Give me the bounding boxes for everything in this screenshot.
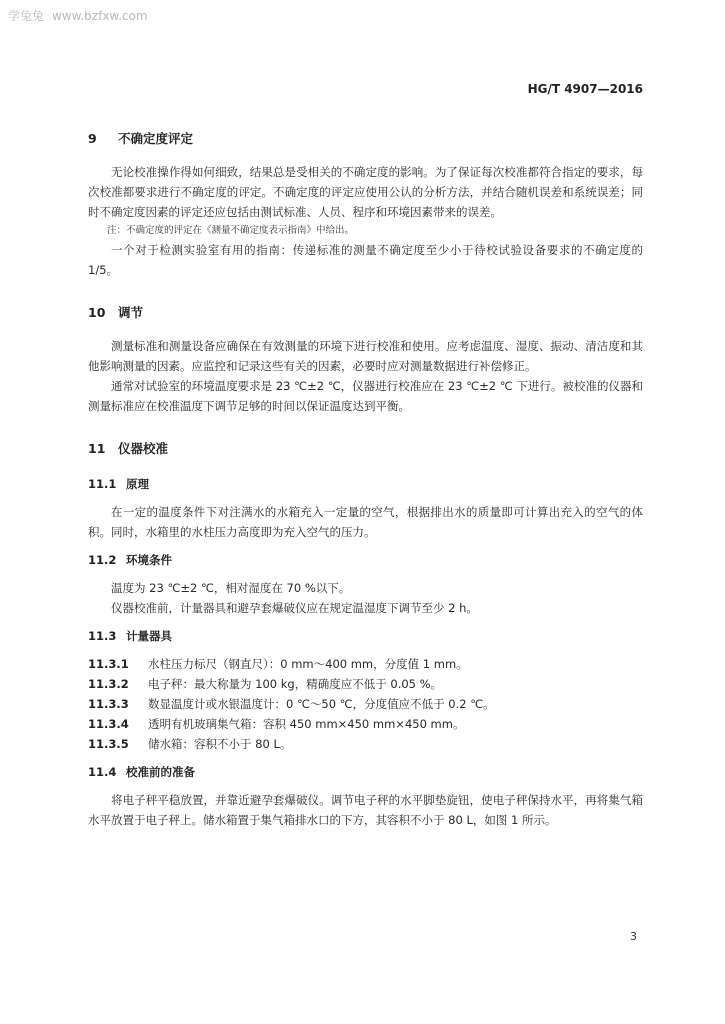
list-item — [88, 734, 643, 754]
standard-number: HG/T 4907—2016 — [527, 82, 643, 96]
item-number: 11.3.5 — [88, 737, 129, 751]
subsection-title: 计量器具 — [126, 629, 172, 643]
watermark-site-name: 学兔兔 — [8, 9, 45, 23]
list-item — [88, 654, 643, 674]
section-10-heading — [88, 302, 643, 324]
item-number: 11.3.1 — [88, 657, 129, 671]
section-title: 调节 — [118, 305, 144, 320]
subsection-title: 原理 — [126, 477, 149, 491]
list-item — [88, 714, 643, 734]
section-title: 不确定度评定 — [118, 131, 194, 146]
note: 注：不确定度的评定在《测量不确定度表示指南》中给出。 — [107, 225, 355, 236]
section-11-heading — [88, 438, 643, 460]
section-number: 9 — [88, 131, 97, 146]
paragraph: 温度为 23 ℃±2 ℃，相对湿度在 70 %以下。 — [111, 581, 351, 595]
watermark-url: www.bzfxw.com — [52, 9, 148, 23]
subsection-11-3-heading — [88, 626, 643, 646]
subsection-number: 11.4 — [88, 765, 117, 779]
subsection-11-4-heading — [88, 762, 643, 782]
document-body — [88, 128, 643, 830]
section-title: 仪器校准 — [118, 441, 169, 456]
page-number: 3 — [630, 930, 637, 943]
paragraph: 测量标准和测量设备应确保在有效测量的环境下进行校准和使用。应考虑温度、湿度、振动、清洁度和其他影响测量的因素。应监控和记录这些有关的因素，必要时应对测量数据进行补偿修正。 — [88, 339, 643, 373]
list-item — [88, 674, 643, 694]
paragraph: 仪器校准前，计量器具和避孕套爆破仪应在规定温湿度下调节至少 2 h。 — [111, 601, 478, 615]
subsection-title: 环境条件 — [126, 553, 172, 567]
subsection-number: 11.3 — [88, 629, 117, 643]
subsection-11-1-heading — [88, 474, 643, 494]
paragraph: 无论校准操作得如何细致，结果总是受相关的不确定度的影响。为了保证每次校准都符合指定的要求，每次校准都要求进行不确定度的评定。不确定度的评定应使用公认的分析方法，并结合随机误差和系统误差；同时不确定度因素的评定还应包括由测试标准、人员、程序和环境因素带来的误差。 — [88, 165, 643, 219]
item-text: 数显温度计或水银温度计：0 ℃～50 ℃，分度值应不低于 0.2 ℃。 — [148, 697, 495, 711]
item-text: 储水箱：容积不小于 80 L。 — [148, 737, 292, 751]
item-text: 水柱压力标尺（钢直尺）：0 mm～400 mm，分度值 1 mm。 — [148, 657, 468, 671]
section-number: 11 — [88, 441, 106, 456]
subsection-11-2-heading — [88, 550, 643, 570]
section-9-heading — [88, 128, 643, 150]
subsection-title: 校准前的准备 — [126, 765, 195, 779]
item-number: 11.3.3 — [88, 697, 129, 711]
paragraph: 通常对试验室的环境温度要求是 23 ℃±2 ℃，仪器进行校准应在 23 ℃±2 ℃ 下进行。被校准的仪器和测量标准应在校准温度下调节足够的时间以保证温度达到平衡。 — [88, 379, 643, 413]
section-number: 10 — [88, 305, 106, 320]
item-number: 11.3.4 — [88, 717, 129, 731]
paragraph: 一个对于检测实验室有用的指南：传递标准的测量不确定度至少小于待校试验设备要求的不确定度的1/5。 — [88, 243, 643, 277]
subsection-number: 11.2 — [88, 553, 117, 567]
paragraph: 在一定的温度条件下对注满水的水箱充入一定量的空气，根据排出水的质量即可计算出充入的空气的体积。同时，水箱里的水柱压力高度即为充入空气的压力。 — [88, 505, 643, 539]
list-item — [88, 694, 643, 714]
site-watermark — [8, 7, 148, 24]
item-number: 11.3.2 — [88, 677, 129, 691]
paragraph: 将电子秤平稳放置，并靠近避孕套爆破仪。调节电子秤的水平脚垫旋钮，使电子秤保持水平，再将集气箱水平放置于电子秤上。储水箱置于集气箱排水口的下方，其容积不小于 80 L，如图 1 所示。 — [88, 793, 643, 827]
subsection-number: 11.1 — [88, 477, 117, 491]
item-text: 透明有机玻璃集气箱：容积 450 mm×450 mm×450 mm。 — [148, 717, 465, 731]
item-text: 电子秤：最大称量为 100 kg，精确度应不低于 0.05 %。 — [148, 677, 443, 691]
